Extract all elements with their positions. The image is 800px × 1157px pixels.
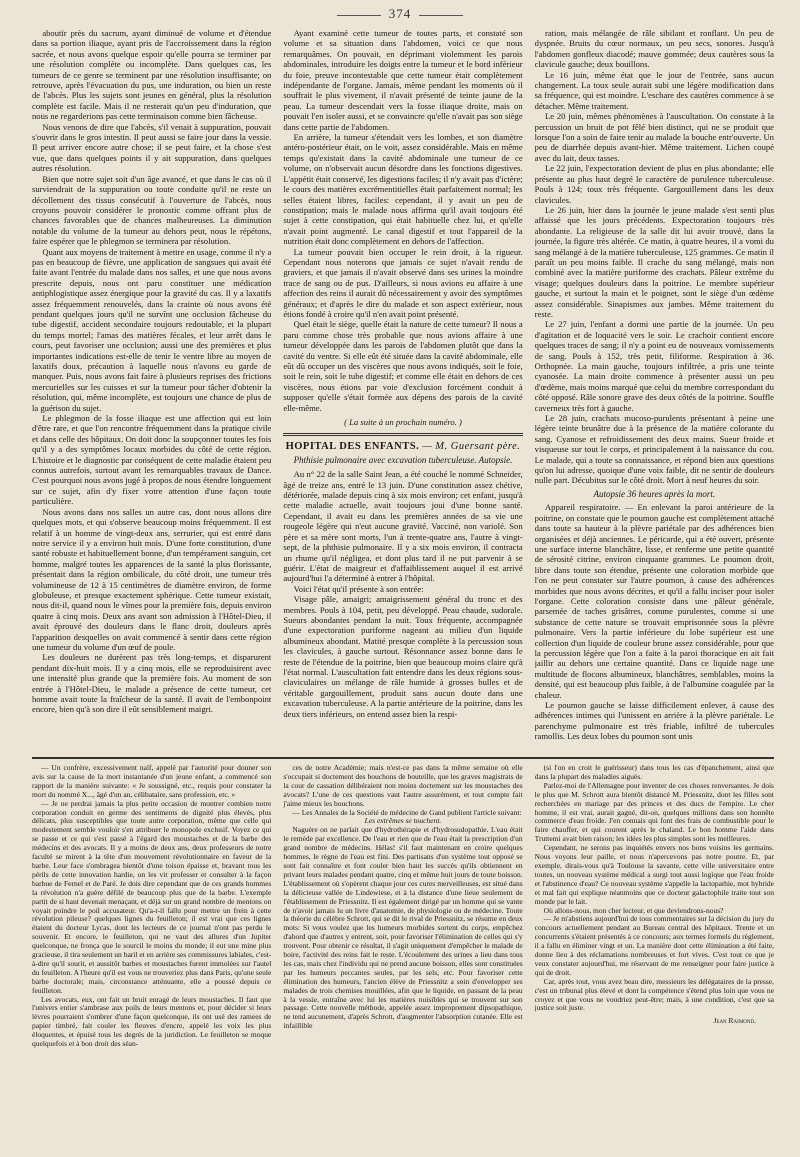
paragraph: — Je ne perdrai jamais la plus petite occasion de montrer combien notre corporation conduit en germe des sentiments de dignité plus élevés, plus délicats, plus susceptibles que toute autre corporation, même que celle qui modestement semble vouloir s'en attribuer le monopole exclusif. Voyez ce qui se passe et ce qui s'est passé à l'égard des moustaches et de la barbe des médecins et des avocats. Il y a moins de deux ans, deux professeurs de notre faculté se mirent à la tête d'un mouvement révolutionnaire en faveur de la barbe. Leur face s'ombragea bientôt d'une toison épaisse et, bravant tous les périls de cette innovation hardie, on les vit professer et consulter à la façon barbue de Fernel et de Paré. Je dois dire cependant que de ces grands hommes la révolution n'a guère défilé de beaucoup plus que de la barbe. L'exemple partit de si haut devenait menaçant, et déjà sur un grand nombre de mentons on voyait poindre le poil accusateur. Qu'a-t-il fallu pour mettre un frein à cette révolution pileuse? quelques lignes du feuilleton; il est vrai que ces lignes étaient du docteur Lycas, dont les lecteurs de ce journal n'ont pas perdu le souvenir. Et encore, le feuilleton, qui ne vaut des allures d'un Jupiter quelconque, ne fronça que le sourcil le moins du monde; il eut une mine plus gracieuse, il tira seulement un baril et en arrière ses commissures labiales, c'est-à-dire qu'il sourit, et aussitôt barbes et moustaches furent immolées sur l'autel du feuilleton. A l'heure qu'il est vous ne trouveriez plus dans Paris, qu'une seule barbe doctorale; mais, circonstance atténuante, elle a poussé depuis ce feuilleton. <box>32 798 272 995</box>
paragraph: En arrière, la tumeur s'étendait vers les lombes, et son diamètre antéro-postérieur était, on le voit, assez considérable. Mais en même temps qu'existait dans la cavité abdominale une tumeur de ce volume, on n'observait aucun désordre dans les fonctions digestives. L'appétit était conservé, les digestions faciles; il n'y avait pas d'ictère; le cours des matières excrémentitielles était parfaitement normal; les selles étaient libres, faciles: cependant, il y avait un peu de constipation; mais le malade nous affirma qu'il avait toujours été sujet à cette constipation, qui était habituelle chez lui, et qu'elle n'avait point augmenté. Le canal digestif et tout l'appareil de la nutrition était donc complètement en dehors de l'affection. <box>283 132 523 247</box>
paragraph: Appareil respiratoire. — En enlevant la paroi antérieure de la poitrine, on constate que le poumon gauche est complètement attaché dans toute sa hauteur à la plèvre pariétale par des adhérences bien organisées et déjà anciennes. Le péricarde, qui a été ouvert, présente une surface interne blanchâtre, lisse, et renferme une petite quantité de sérosité citrine, environ cinquante grammes. Le poumon droit, libre dans toute son étendue, présente une coloration morbide que l'on ne peut constater sur l'autre poumon, à cause des adhérences morbides que nous avons décrites, et qu'il a fallu inciser pour isoler l'organe. Cette coloration consiste dans une pâleur générale, parsemée de taches grisâtres, comme purulentes, comme si une substance de cette nature se trouvait emprisonnée sous la plèvre pulmonaire. Vers la partie inférieure du lobe supérieur est une collection d'un liquide de couleur brune assez considérable, pour que la percussion légère que l'on a faite à la paroi thoracique en ait fait jaillir au dehors une certaine quantité. Dans ce liquide nage une multitude de flocons albumineux, blanchâtres, semblables, moins la densité, qui est beaucoup plus faible, à de l'albumine coagulée par la chaleur. <box>534 502 774 700</box>
section-body <box>283 469 522 719</box>
paragraph: Les douleurs ne durèrent pas très long-temps, et disparurent pendant dix-huit mois. Il y a cinq mois, elle se reproduisirent avec une intensité plus grande que la première fois. Au moment de son entrée à l'Hôtel-Dieu, le malade a présence de cette tumeur, cet homme avait toute la fraîcheur de la santé. Il avait de l'embonpoint encore, bien qu'à son dire il eût sensiblement maigri. <box>32 652 272 715</box>
paragraph: Quel était le siège, quelle était la nature de cette tumeur? Il nous a paru comme chose très probable que nous avions affaire à une tumeur développée dans les parois de l'abdomen plutôt que dans la cavité du ventre. Si elle eût été située dans la cavité abdominale, elle eût dû occuper un des viscères que nous avons indiqués, soit le foie, soit le rein, soit le tube digestif; et comme elle était en dehors de ces viscères, nous étions par voie d'exclusion forcément conduit à supposer qu'elle s'était formée aux dépens des parois de la cavité elle-même. <box>283 319 523 413</box>
paragraph: Le 27 juin, l'enfant a dormi une partie de la journée. Un peu d'agitation et de loquacité vers le soir. Le crachoir contient encore quelques traces de sang; il n'y a point eu de nouveaux vomissements de sang. Pouls à 152, très petit, filiforme. Respiration à 36. Orthopnée. La main gauche, toujours infiltrée, a pris une teinte cyanosée. La main droite commence à présenter aussi un peu d'œdème, mais moins marqué que celui du membre correspondant du côté opposé. Râle sonore grave des deux côtés de la poitrine. Souffle caverneux très fort à gauche. <box>534 319 774 413</box>
section-title: HOPITAL DES ENFANTS. <box>285 441 420 453</box>
paragraph: — Un confrère, excessivement naïf, appelé par l'autorité pour donner son avis sur la cause de la mort instantanée d'un jeune enfant, a commencé son rapport de la manière suivante: « Je soussigné, etc., requis pour constater la mort du nommé X..., âgé d'un an, célibataire, sans profession, etc. » <box>32 764 272 799</box>
section-author: — M. Guersant père. <box>422 441 521 453</box>
feuilleton-column-2-body <box>283 764 522 817</box>
feuilleton-columns <box>32 764 774 1149</box>
section-heading <box>283 442 522 452</box>
paragraph: Parlez-moi de l'Allemagne pour inventer de ces choses renversantes. Je dois le plus que M. Schrott aura bientôt distancé M. Priessnitz, dont les filles sont recherchées en mariage par des princes et des ducs de l'empire. Le cher homme, il est vrai, aurait gagné, dit-on, quelques millions dans son honnête commerce d'eau froide. J'en connais qui font des frais de combustible pour le faire chauffer, et qui courent après le chaland. Le bon homme l'aide dans Truttemi avait bien raison; les idées les plus simples sont les meilleures. <box>534 780 774 844</box>
main-columns <box>32 28 774 754</box>
paragraph: Cependant, ne serons pas inquiétés envers nos bons voisins les germains. Nous voyons leur paille, et nous n'apercevons pas notre poutre. Et, par exemple, dirais-vous qu'à Toulouse la savante, cette ville universitaire entre toutes, un nouveau système médical a surgi tout aussi logique que l'eau froide et l'abstinence d'eau? Ce nouveau système s'appelle la lactopathie, mot hybride et mal fait qui explique néanmoins que ce docteur galactophile traite tout son monde par le lait. <box>534 843 774 906</box>
page-number: 374 <box>0 6 800 22</box>
paragraph: Le poumon gauche se laisse difficilement enlever, à cause des adhérences intimes qui l'unissent en arrière à la plèvre pariétale. Le parenchyme pulmonaire est très friable, infiltré de tubercules ramollis. Les deux lobes du poumon sont unis <box>534 700 774 742</box>
column-3-body <box>535 28 774 486</box>
article-title: Les extrêmes se touchent. <box>364 816 442 826</box>
paragraph: Visage pâle, amaigri; amaigrissement général du tronc et des membres. Pouls à 104, petit, peu développé. Peau chaude, sudorale. Sueurs abondantes pendant la nuit. Toux fréquente, accompagnée d'une expectoration puriforme nageant au milieu d'un liquide albumineux abondant. Matité presque complète à la percussion sous les clavicules, à gauche surtout. Résonnance assez bonne dans le reste de l'étendue de la poitrine, bien que beaucoup moins claire qu'à l'état normal. L'auscultation fait entendre dans les deux régions sous-claviculaires un mélange de râle humide à grosses bulles et de véritable gargouillement, produit sans aucun doute dans une excavation tuberculeuse. A la partie antérieure de la poitrine, dans les deux tiers inférieurs, on entend assez bien la respi- <box>283 594 523 719</box>
autopsy-body <box>535 502 774 741</box>
paragraph: Naguère on ne parlait que d'hydrothérapie et d'hydrosudopathie. L'eau était le remède par excellence. De l'eau et rien que de l'eau était la prescription d'un grand nombre de médecins. Hélas! s'il faut maintenant en croire quelques hommes, le règne de l'eau est fini. Des partisans d'un système tout opposé se sont fait connaître et font couler bien haut les succès qu'ils obtiennent en privant leurs malades pendant quatre, cinq et même huit jours de toute boisson. L'établissement où s'opèrent chaque jour ces cures merveilleuses, est situé dans la délicieuse vallée de Lindewiese, et à la distance d'une lieue seulement de l'établissement de Priessnitz. Il est également dirigé par un homme qui se vante de n'avoir jamais lu un livre d'anatomie, de physiologie ou de médecine. Toute la théorie du célèbre Schrott, qui se dit le rival de Priessnitz, se résume en deux mots: Si vous voulez que les humeurs morbides sortent du corps, empêchez d'abord que d'autres y entrent, soit, pour favoriser l'élimination de celles qui s'y trouvent. Pour obtenir ce résultat, il s'agit uniquement d'empêcher le malade de boire, l'activité des reins fait le reste. L'écoulement des urines a lieu dans tous les cas, mais chez l'individu qui ne prend aucune boisson, elles sont constituées par les humeurs peccantes seules, par les sels, etc. Pour favoriser cette élimination des humeurs, l'ancien élève de Priessnitz a soin d'envelopper ses malades de trois chemises mouillées, afin que le liquide, en passant de la peau à la vessie, entraîne avec lui les matières nuisibles qui se trouvent sur son passage. Cette nouvelle méthode, appelée assez improprement dipsopathique, ne tend aucunement, d'après Schrott, d'augmenter l'absorption cutanée. Elle est infaillible <box>283 825 523 1031</box>
paragraph: (si l'on en croit le guérisseur) dans tous les cas d'épanchement, ainsi que dans la plupart des maladies aiguës. <box>534 764 774 781</box>
paragraph: Le 16 juin, même état que le jour de l'entrée, sans aucun changement. La toux seule aurait subi une légère modification dans sa fréquence, qui est moindre. L'eschare des cautères commence à se détacher. Même traitement. <box>534 69 774 111</box>
section-divider <box>283 433 522 436</box>
paragraph: Les avocats, eux, ont fait un bruit enragé de leurs moustaches. Il faut que l'univers entier s'ambrase aux poils de leurs mentons et, pour décider si leurs lèvres pourraient s'ombrer d'une façon quelconque, ils ont usé des ramees de papier timbré, fait couler les fleuves d'encre, appelé les voix les plus éloquentes, et épuisé tous les degrés de la juridiction. Le feuilleton se moque quelquefois et à bon droit des séan- <box>32 994 272 1049</box>
column-2-body <box>283 28 522 413</box>
paragraph: Quant aux moyens de traitement à mettre en usage, comme il n'y a pas en beaucoup de fièvre, une application de sangsues qui avait été faite avant l'entrée du malade dans nos salles, et une que nous avons prescrite depuis, nous ont paru constituer une médication antiphlogistique assez énergique pour la gravité du cas. Il y a laxatifs assez fréquemment renouvelés, dans la crainte où nous avons été pendant quelques jours qu'il ne survînt une occlusion fâcheuse du tube digestif, accident secondaire toujours redoutable, et la plupart du temps mortel; l'amas des matières fécales, et leur arrêt dans le cours, peut favoriser une occlusion; aussi une des premières et plus importantes indications est-elle de tenir le ventre libre au moyen de laxatifs doux, précaution à laquelle nous n'avons eu garde de manquer. Puis, nous avons fait faire à plusieurs reprises des frictions mercurielles sur les cuisses et sur la tumeur pour tâcher d'obtenir la résolution, qui, même incomplète, est toujours une chance de plus de la guérison du sujet. <box>32 246 272 413</box>
paragraph: Le 20 juin, mêmes phénomènes à l'auscultation. On constate à la percussion un bruit de pot fêlé bien distinct, qui ne se produit que lorsque l'on a soin de faire tenir au malade la bouche entr'ouverte. Un peu de diarrhée depuis avant-hier. Même traitement. Lichen coupé avec du lait, deux tasses. <box>534 111 774 163</box>
column-1 <box>32 28 271 754</box>
paragraph: Le 26 juin, hier dans la journée le jeune malade s'est senti plus affaissé que les jours précédents. Expectoration toujours très abondante. La religieuse de la salle dit lui avoir trouvé, dans la journée, la figure très altérée. Ce matin, à quatre heures, il a vomi du sang mélangé à de la matière tuberculeuse, 125 grammes. Ce matin il paraît un peu moins faible. Il crache du sang mélangé, mais non combiné avec la matière puriforme des crachats. Pâleur extrême du visage; quelques douleurs dans la poitrine. Le membre supérieur gauche, et surtout la main et le poignet, sont le siège d'un œdème assez considérable. Sinapismes aux jambes. Même traitement du reste. <box>534 204 774 319</box>
feuilleton-column-2 <box>283 764 522 1149</box>
column-2 <box>283 28 522 754</box>
paragraph: Le 22 juin, l'expectoration devient de plus en plus abondante; elle présente au plus haut degré le caractère de purulence tuberculeuse. Pouls à 124; toux très fréquente. Gargouillement dans les deux clavicules. <box>534 163 774 205</box>
paragraph: Où allons-nous, mon cher lecteur, et que deviendrons-nous? <box>543 905 724 915</box>
paragraph: ces de notre Académie; mais n'est-ce pas dans la même semaine où elle s'occupait si doctement des bouchons de bouteille, que les graves magistrats de la cour de cassation délibéraient non moins doctement sur les moustaches des avocats? L'une de ces questions vaut l'autre assurément, et tout compte fait j'aime mieux les bouchons. <box>283 764 523 808</box>
autopsy-heading: Autopsie 36 heures après la mort. <box>593 488 716 499</box>
paragraph: Le phlegmon de la fosse iliaque est une affection qui est loin d'être rare, et que l'on rencontre fréquemment dans la pratique civile et dans celle des hôpitaux. On doit donc la soupçonner toutes les fois qu'il y a des symptômes locaux morbides du côté de cette région. L'histoire et le diagnostic par conséquent de cette maladie étaient peu connus autrefois, surtout avant les remarquables travaux de Dance. C'est pourquoi nous avons jugé à propos de nous étendre longuement sur ce sujet, afin d'y fixer votre attention d'une façon toute particulière. <box>32 413 272 507</box>
paragraph: Nous venons de dire que l'abcès, s'il venait à suppuration, pouvait s'ouvrir dans le gros intestin. Il peut aussi se faire jour dans la vessie. Il peut arriver encore autre chose; il se peut faire, et la chose s'est vue, que dans quelques points il y ait suppuration, dans quelques autres résolution. <box>32 121 272 174</box>
paragraph: Voici l'état qu'il présente à son entrée: <box>293 583 424 594</box>
paragraph: La tumeur pouvait bien occuper le rein droit, à la rigueur. Cependant nous noterons que jamais ce sujet n'avait rendu de graviers, et que jamais il n'avait observé dans ses urines la moindre trace de sang ou de pus. D'ailleurs, si nous avions eu affaire à une affection des reins il aurait dû nécessairement y avoir des symptômes généraux; et d'après le dire du malade et son aspect extérieur, nous étions fondé à croire qu'il n'en avait point présenté. <box>283 246 523 319</box>
paragraph: Nous avons dans nos salles un autre cas, dont nous allons dire quelques mots, et qui s'observe beaucoup moins fréquemment. Il est relatif à un homme de vingt-deux ans, serrurier, qui est entré dans notre service il y a environ huit mois. D'une forte constitution, d'une santé robuste et habituellement bonne, d'un tempérament sanguin, cet homme, malgré toutes les apparences de la santé la plus florissante, présentait dans la région ombilicale, du côté droit, une tumeur très volumineuse de 12 à 15 centimètres de diamètre environ, de forme globuleuse, et presque exactement sphérique. Cette tumeur existait, nous dit-il, quand nous le vîmes pour la première fois, depuis environ quatre à cinq mois. Deux ans avant son admission à l'Hôtel-Dieu, il avait éprouvé des douleurs dans le flanc droit, douleurs après l'apparition desquelles on avait commencé à sentir dans cette région une tumeur du volume d'un œuf de poule. <box>32 506 272 652</box>
feuilleton-column-3-body <box>535 764 774 1013</box>
feuilleton-divider <box>32 757 774 759</box>
paragraph: — Je m'abstiens aujourd'hui de tous commentaires sur la décision du jury du concours actuellement pendant au Bureau central des hôpitaux. Trente et un concurrents s'étaient présentés à ce concours; aux termes formels du règlement, il a fallu en éliminer vingt et un. La manière dont cette élimination a été faite, donne lieu à des réclamations nombreuses et fort vives. C'est tout ce que je veux constater aujourd'hui, me réservant de me renseigner pour faire justice à qui de droit. <box>534 914 774 977</box>
article-body <box>283 826 522 1031</box>
paragraph: Bien que notre sujet soit d'un âge avancé, et que dans le cas où il surviendrait de la suppuration ou toute conduite qu'il ne reste un décollement des tissus consécutif à l'ouverture de l'abcès, nous croyons pouvoir considérer le pronostic comme offrant plus de chances favorables que de chances malheureuses. La diminution notable du volume de la tumeur au dehors peut, nous le répétons, faire espérer que le phlegmon se terminera par résolution. <box>32 173 272 247</box>
signature: Jean Raimond. <box>713 1016 756 1026</box>
feuilleton-column-3 <box>535 764 774 1149</box>
paragraph: Le 28 juin, crachats mucoso-purulents présentant à peine une légère teinte brunâtre due à la présence de la matière colorante du sang. Cyanose et refroidissement des deux mains. Sueur froide et visqueuse sur tout le corps, et principalement à la naissance du cou. Le malade, qui a toute sa connaissance, et répond bien aux questions qu'on lui adresse, quoique d'une voix faible, dit ne sentir de douleurs nulle part. Décubitus sur le côté droit. Mort à neuf heures du soir. <box>534 413 774 486</box>
feuilleton-column-1 <box>32 764 271 1149</box>
section-subtitle: Phthisie pulmonaire avec excavation tuberculeuse. Autopsie. <box>293 454 513 465</box>
paragraph: Au n° 22 de la salle Saint Jean, a été couché le nommé Schneider, âgé de treize ans, entré le 13 juin. D'une constitution assez chétive, détériorée, malade depuis cinq à six mois environ; cet enfant, jusqu'à cette maladie actuelle, avait toujours joui d'une bonne santé. Cependant, il avait eu dans les premières années de sa vie une rougeole légère qui n'eut aucune gravité. Vacciné, non variolé. Son père et sa mère sont morts, l'un à trente-quatre ans, l'autre à vingt-sept, de la phthisie pulmonaire. Il y a six mois environ, il contracta un rhume qu'il négligea, et dont plus tard il ne put parvenir à se guérir. L'état de maigreur et d'affaiblissement auquel il est arrivé aujourd'hui l'a déterminé à entrer à l'hôpital. <box>283 469 523 584</box>
column-3 <box>535 28 774 754</box>
paragraph: ration, mais mélangée de râle sibilant et ronflant. Un peu de dyspnée. Bruits du cœur normaux, un peu secs, sonores. Jusqu'à l'abdomen gonfleux diacodé; mauve gommée; deux cautères sous la clavicule gauche; deux bouillons. <box>534 28 774 70</box>
paragraph: aboutïr près du sacrum, ayant diminué de volume et d'étendue dans sa portion iliaque, ayant pris de l'accroissement dans la région sacrée, et nous avons quelque espoir qu'elle pourra se terminer par une résolution complète ou incomplète. Dans quelques cas, les tumeurs de ce genre se terminent par une résolution insuffisante; on retrouve, après l'évacuation du pus, une induration, ou bien un reste de l'abcès. Plus les sujets sont jeunes en général, plus la résolution complète est facile. Mais il ne resterait qu'un peu d'induration, que nous ne regarderions pas cette terminaison comme bien fâcheuse. <box>32 28 272 122</box>
paragraph: Ayant examiné cette tumeur de toutes parts, et constaté son volume et sa situation dans l'abdomen, voici ce que nous remarquâmes. On pouvait, en déprimant violemment les parois abdominales, introduire les doigts entre la tumeur et le bord inférieur du foie, preuve incontestable que cette tumeur était complètement indépendante de l'organe. Jamais, même pendant les moments où il souffrait le plus vivement, il n'avait présenté de teinte jaune de la peau. La tumeur descendait vers la fosse iliaque droite, mais on pouvait l'en isoler aussi, et se convaincre qu'elle n'avait pas son siège dans cette partie de l'abdomen. <box>283 28 523 132</box>
paragraph: — Les Annales de la Société de médecine de Gand publient l'article suivant: <box>292 807 522 817</box>
continuation-notice: ( La suite à un prochain numéro. ) <box>344 417 462 428</box>
paragraph: Car, après tout, vous avez beau dire, messieurs les délégataires de la presse, c'est un tribunal plus élevé et dont la compétence s'étend plus loin que vous ne croyez et que vous ne voudriez peut-être; mais, à une condition, c'est que sa justice soit juste. <box>534 976 774 1013</box>
